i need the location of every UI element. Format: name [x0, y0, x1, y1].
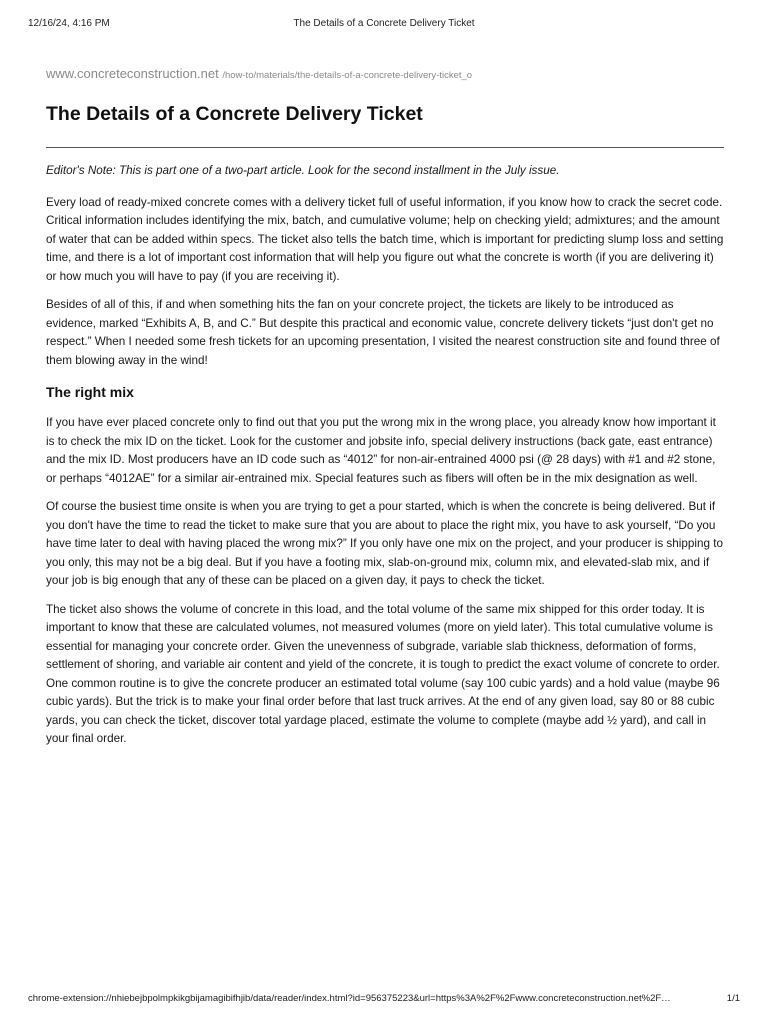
section-paragraph-3: The ticket also shows the volume of concrete in this load, and the total volume of the same mix shipped for this order today. It is important to know that these are calculated volumes, not measured volumes (more on yield later). This total cumulative volume is essential for managing your concrete order. Given the unevenness of subgrade, variable slab thickness, deformation of forms, settlement of shoring, and variable air content and yield of the concrete, it is tough to predict the exact volume of concrete to order. One common routine is to give the concrete producer an estimated total volume (say 100 cubic yards) and a hold value (maybe 96 cubic yards). But the trick is to make your final order before that last truck arrives. At the end of any given load, say 80 or 88 cubic yards, you can check the ticket, discover total yardage placed, estimate the volume to complete (maybe add ½ yard), and call in your final order. — [46, 602, 720, 745]
title-divider — [46, 147, 724, 148]
section-paragraph-2: Of course the busiest time onsite is when you are trying to get a pour started, which is when the concrete is being delivered. But if you don't have the time to read the ticket to make sure that you are about to place the right mix, you have to ask yourself, “Do you have time later to deal with having placed the wrong mix?” If you only have one mix on the project, and your producer is shipping to you only, this may not be a big deal. But if you have a footing mix, slab-on-ground mix, column mix, and elevated-slab mix, and if your job is big enough that any of these can be placed on a given day, it pays to check the ticket. — [46, 500, 723, 587]
section-paragraph-1: If you have ever placed concrete only to find out that you put the wrong mix in the wrong place, you already know how important it is to check the mix ID on the ticket. Look for the customer and jobsite info, special delivery instructions (back gate, east entrance) and the mix ID. Most producers have an ID code such as “4012” for non-air-entrained 4000 psi (@ 28 days) with #1 and #2 stone, or perhaps “4012AE” for a similar air-entrained mix. Special features such as fibers will often be in the mix designation as well. — [46, 416, 716, 485]
source-url — [46, 66, 724, 84]
print-footer-url: chrome-extension://nhiebejbpolmpkikgbijamagibifhjib/data/reader/index.html?id=956375223&url=https%3A%2F%2Fwww.concreteconstruction.net%2F… — [28, 993, 671, 1004]
print-footer — [28, 993, 740, 1007]
source-domain: www.concreteconstruction.net — [46, 66, 219, 81]
print-datetime: 12/16/24, 4:16 PM — [28, 18, 110, 29]
page-number: 1/1 — [726, 993, 740, 1004]
section-heading: The right mix — [46, 384, 134, 400]
intro-paragraph-1: Every load of ready-mixed concrete comes with a delivery ticket full of useful information, if you know how to crack the secret code. Critical information includes identifying the mix, batch, and cumulative volume; help on checking yield; admixtures; and the amount of water that can be added within specs. The ticket also tells the batch time, which is important for predicting slump loss and setting time, and there is a lot of important cost information that will help you figure out what the concrete is worth (if you are delivering it) or how much you will have to pay (if you are receiving it). — [46, 195, 724, 283]
intro-paragraph-2: Besides of all of this, if and when something hits the fan on your concrete project, the tickets are likely to be introduced as evidence, marked “Exhibits A, B, and C.” But despite this practical and economic value, concrete delivery tickets “just don't get no respect.” When I needed some fresh tickets for an upcoming presentation, I visited the nearest construction site and found three of them blowing away in the wind! — [46, 298, 720, 367]
editor-note: Editor's Note: This is part one of a two-part article. Look for the second installment in the July issue. — [46, 164, 560, 177]
article-content — [46, 66, 724, 749]
source-path: /how-to/materials/the-details-of-a-concrete-delivery-ticket_o — [222, 70, 473, 81]
print-header — [28, 18, 740, 34]
print-page-title: The Details of a Concrete Delivery Ticket — [293, 18, 475, 29]
article-title: The Details of a Concrete Delivery Ticket — [46, 103, 423, 125]
